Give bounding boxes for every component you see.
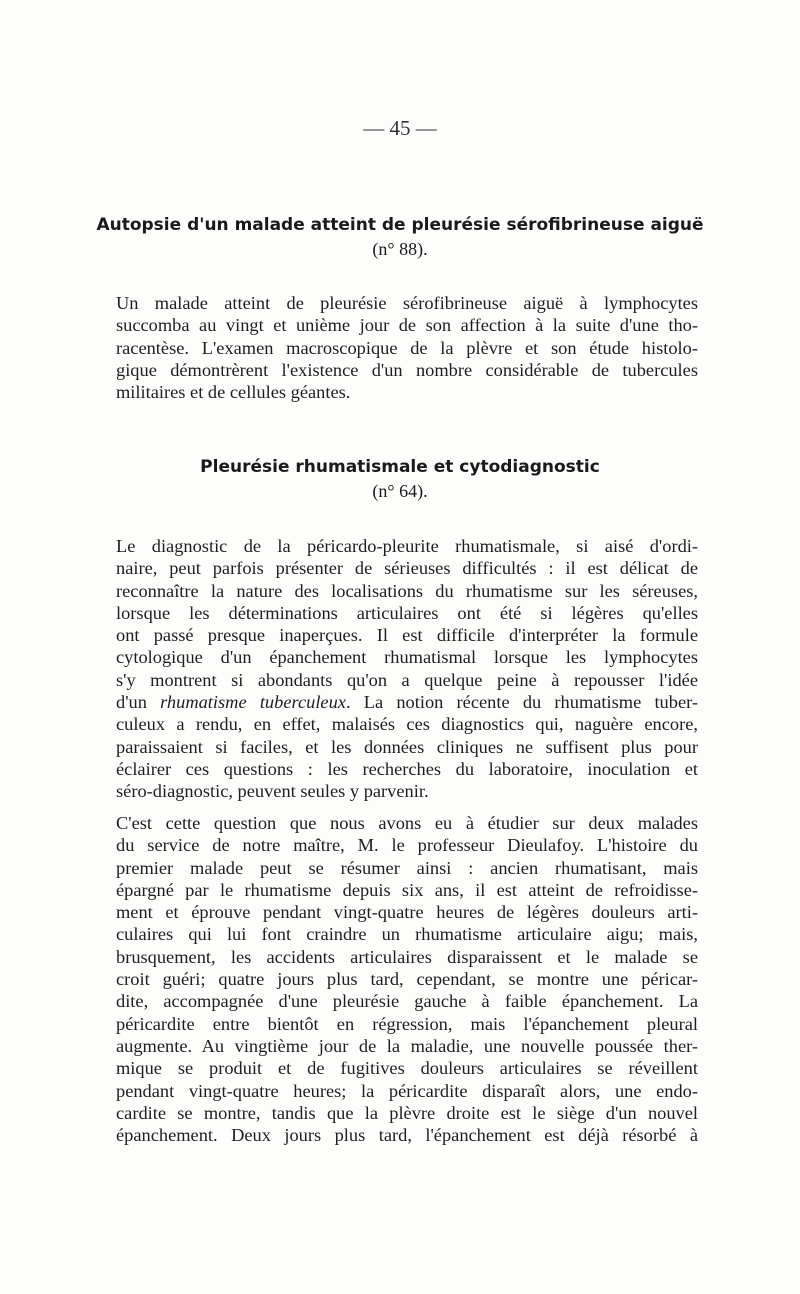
section-1-paragraph xyxy=(116,292,698,403)
text-fragment: d'un xyxy=(116,692,147,713)
text-line: dite, accompagnée d'une pleurésie gauche à faible épanchement. La xyxy=(116,991,698,1012)
text-line: culaires qui lui font craindre un rhumatisme articulaire aigu; mais, xyxy=(116,924,698,945)
text-line: cardite se montre, tandis que la plèvre droite est le siège d'un nouvel xyxy=(116,1102,698,1123)
text-line: brusquement, les accidents articulaires disparaissent et le malade se xyxy=(116,946,698,967)
text-line: Le diagnostic de la péricardo-pleurite rhumatismale, si aisé d'ordi- xyxy=(116,536,698,556)
text-line: lorsque les déterminations articulaires ont été si légères qu'elles xyxy=(116,602,698,623)
section-2-title: Pleurésie rhumatismale et cytodiagnostic xyxy=(200,457,600,477)
text-line: ont passé presque inaperçues. Il est difficile d'interpréter la formule xyxy=(116,625,698,646)
text-line: culeux a rendu, en effet, malaisés ces diagnostics qui, naguère encore, xyxy=(116,714,698,735)
text-line: reconnaître la nature des localisations du rhumatisme sur les séreuses, xyxy=(116,580,698,601)
text-line: premier malade peut se résumer ainsi : ancien rhumatisant, mais xyxy=(116,857,698,878)
text-line: gique démontrèrent l'existence d'un nombre considérable de tubercules xyxy=(116,359,698,380)
text-line: pendant vingt-quatre heures; la péricardite disparaît alors, une endo- xyxy=(116,1080,698,1101)
section-1-ref: (n° 88). xyxy=(372,239,428,259)
text-line: C'est cette question que nous avons eu à étudier sur deux malades xyxy=(116,813,698,833)
section-2-ref: (n° 64). xyxy=(372,481,428,501)
section-2-paragraph-1 xyxy=(116,535,698,803)
text-line: naire, peut parfois présenter de sérieuses difficultés : il est délicat de xyxy=(116,558,698,579)
text-line: augmente. Au vingtième jour de la maladie, une nouvelle poussée ther- xyxy=(116,1035,698,1056)
text-line: du service de notre maître, M. le professeur Dieulafoy. L'histoire du xyxy=(116,835,698,856)
text-line: séro-diagnostic, peuvent seules y parvenir. xyxy=(116,781,429,802)
text-line: Un malade atteint de pleurésie sérofibrineuse aiguë à lymphocytes xyxy=(116,293,698,313)
text-line: épanchement. Deux jours plus tard, l'épanchement est déjà résorbé à xyxy=(116,1125,698,1146)
text-line: succomba au vingt et unième jour de son affection à la suite d'une tho- xyxy=(116,315,698,336)
text-line: mique se produit et de fugitives douleurs articulaires se réveillent xyxy=(116,1058,698,1079)
section-1-title: Autopsie d'un malade atteint de pleurésie sérofibrineuse aiguë xyxy=(96,215,704,235)
section-2-paragraph-2 xyxy=(116,812,698,1146)
text-line-with-italic xyxy=(116,691,698,713)
text-line: s'y montrent si abondants qu'on a quelque peine à repousser l'idée xyxy=(116,669,698,690)
text-line: ment et éprouve pendant vingt-quatre heures de légères douleurs arti- xyxy=(116,902,698,923)
text-line: cytologique d'un épanchement rhumatismal lorsque les lymphocytes xyxy=(116,647,698,668)
page-number: — 45 — xyxy=(363,116,437,140)
text-line: éclairer ces questions : les recherches du laboratoire, inoculation et xyxy=(116,758,698,779)
text-line: racentèse. L'examen macroscopique de la plèvre et son étude histolo- xyxy=(116,337,698,358)
italic-term: rhumatisme tuberculeux xyxy=(160,692,346,713)
text-line: paraissaient si faciles, et les données cliniques ne suffisent plus pour xyxy=(116,736,698,757)
text-fragment: . La notion récente du rhumatisme tuber- xyxy=(345,692,698,713)
text-line: croit guéri; quatre jours plus tard, cependant, se montre une péricar- xyxy=(116,969,698,990)
text-line: péricardite entre bientôt en régression, mais l'épanchement pleural xyxy=(116,1013,698,1034)
text-line: épargné par le rhumatisme depuis six ans, il est atteint de refroidisse- xyxy=(116,879,698,900)
text-line: militaires et de cellules géantes. xyxy=(116,382,351,403)
